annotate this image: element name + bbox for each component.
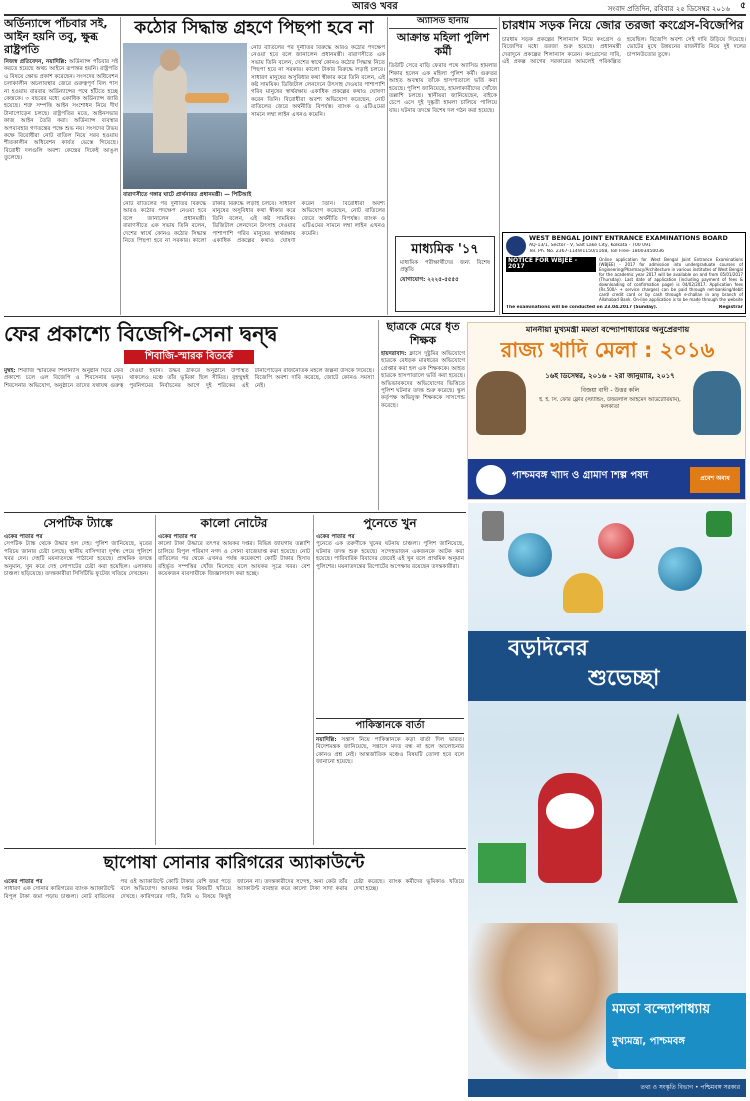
ad-wbjee (502, 232, 746, 314)
story-body (316, 534, 464, 571)
story-teacher-arrested (381, 320, 465, 510)
story-text: নোট বাতিলের পর দুর্নীতির বিরুদ্ধে আরও কঠোর পদক্ষেপ নেওয়া হবে বলে জানালেন প্রধানমন্ত্রী। বারাণসীতে এক সভায় তিনি বলেন, দেশের স্বার্থে কোনও কঠোর সিদ্ধান্ত নিতে পিছপা হবে না সরকার। কালো টাকার বিরুদ্ধে লড়াই চলবে। সাধারণ মানুষের অসুবিধার কথা স্বীকার করে তিনি বলেন, এই কষ্ট সাময়িক। ডিজিটাল লেনদেনে উৎসাহ দেওয়ার পাশাপাশি গরিব মানুষের স্বার্থরক্ষায় একাধিক প্রকল্পের কথাও ঘোষণা করেন তিনি। বিরোধীরা অবশ্য অভিযোগ করেছেন, নোট বাতিলের জেরে অর্থনীতি বিপর্যস্ত। ব্যাংক ও এটিএমের সামনে লম্বা লাইন এখনও কমেনি। (123, 201, 385, 245)
wbjee-sign: Registrar (718, 305, 743, 310)
story-dateline: হায়দরাবাদ: (381, 351, 407, 357)
khadi-top: মাননীয়া মুখ্যমন্ত্রী মমতা বন্দ্যোপাধ্যায়ের অনুপ্রেরণায় (525, 326, 690, 334)
story-body (502, 37, 746, 197)
story-text: সেপটিক ট্যাঙ্ক থেকে উদ্ধার হল দেহ। পুলিশ জানিয়েছে, মৃতের পরিচয় জানার চেষ্টা চলছে। স্থানীয় বাসিন্দারা দুর্গন্ধ পেয়ে পুলিশে খবর দেন। দেহটি ময়নাতদন্তে পাঠানো হয়েছে। প্রাথমিক তদন্তে অনুমান, খুন করে দেহ লোপাটের চেষ্টা করা হয়েছিল। এলাকায় চাঞ্চল্য ছড়িয়েছে। তদন্তকারীরা সিসিটিভি ফুটেজ খতিয়ে দেখছেন। (4, 541, 152, 578)
story-bjp-sena (4, 320, 374, 510)
story-text: সাধারণ এক সোনার কারিগরের ব্যাংক অ্যাকাউন্টে বিপুল টাকা জমা পড়ায় চাঞ্চল্য। নোট বাতিলের পর ওই অ্যাকাউন্টে কোটি টাকার বেশি জমা পড়ে বলে অভিযোগ। আয়কর দপ্তর বিষয়টি খতিয়ে দেখছে। কারিগরের দাবি, তিনি এ বিষয়ে কিছুই জানেন না। তদন্তকারীদের সন্দেহ, অন্য কেউ তাঁর অ্যাকাউন্ট ব্যবহার করে কালো টাকা সাদা করার চেষ্টা করেছে। ব্যাংক কর্মীদের ভূমিকাও খতিয়ে দেখা হচ্ছে। (4, 879, 464, 900)
khadi-logo (476, 465, 506, 495)
photo-caption: বারাণসীতে গঙ্গার ঘাটে প্রার্থনারত প্রধানমন্ত্রী। — পিটিআই (123, 192, 252, 198)
masthead (0, 0, 750, 14)
emblem-icon (482, 511, 504, 541)
story-jump: একের পাতার পর (4, 879, 43, 885)
story-subhead: শিবাজি-স্মারক বিতর্কে (124, 350, 254, 364)
story-text: চারধাম সড়ক প্রকল্পের শিলান্যাস নিয়ে কংগ্রেস ও বিজেপির মধ্যে তরজা শুরু হয়েছে। প্রধানমন্ত্রী দেরাদুনে প্রকল্পের শিলান্যাস করেন। কংগ্রেসের দাবি, এই প্রকল্প আগের সরকারের আমলেই পরিকল্পিত হয়েছিল। বিজেপি অবশ্য সেই দাবি উড়িয়ে দিয়েছে। ভোটের মুখে উন্নয়নের রাজনীতি নিয়ে দুই দলের চাপানউতোর তুঙ্গে। (502, 37, 746, 66)
ad-contact: যোগাযোগ: ২২২৫-৫৫৫৫ (400, 277, 459, 284)
story-body (4, 534, 152, 578)
column-divider (387, 17, 388, 315)
section-rule (4, 512, 466, 513)
section-rule (4, 316, 746, 317)
wbjee-body: Online application for West Bengal Joint Entrance Examinations (WBJEE) - 2017 for admission into undergraduate courses of Engineering/Pharmacy/Architecture in various institutes of West Bengal for the academic year 2017 will be available on and from 05/01/2017 (Thursday). Last date of application (including payment of fees & downloading of confirmation page) is 04/02/2017. Application fees (Rs.500/- + service charges) can be paid through net-banking/debit card/ credit card or by cash through e-challan in any branch of Allahabad Bank. On-line application is to be made through the website (599, 257, 743, 302)
khadi-title: রাজ্য খাদি মেলা : ২০১৬ (500, 339, 715, 362)
wbjee-title: WEST BENGAL JOINT ENTRANCE EXAMINATIONS BOARD (529, 235, 728, 242)
wbjee-logo (506, 236, 526, 256)
story-dateline: নয়াদিল্লি: (316, 737, 337, 743)
cm-title: মুখ্যমন্ত্রী, পশ্চিমবঙ্গ (612, 1037, 685, 1047)
portrait-photo (468, 923, 618, 1083)
bell-icon (563, 573, 603, 613)
christmas-tree-icon (618, 713, 738, 903)
story-pakistan-message (316, 718, 464, 846)
page-number: ৫ (740, 2, 746, 11)
name-band (606, 993, 746, 1069)
biswa-bangla-logo-icon (706, 511, 732, 537)
story-headline: পুনেতে খুন (363, 516, 417, 530)
story-text: পুনেতে এক তরুণীকে খুনের ঘটনায় চাঞ্চল্য। পুলিশ জানিয়েছে, ঘটনার তদন্ত শুরু হয়েছে। সন্দেহভাজন একজনকে আটক করা হয়েছে। পারিবারিক বিবাদের জেরেই এই খুন বলে প্রাথমিক অনুমান পুলিশের। ময়নাতদন্তের রিপোর্টের অপেক্ষায় রয়েছেন তদন্তকারীরা। (316, 541, 464, 570)
wbjee-exam-date: The examinations will be conducted on 23.04.2017 (Sunday). (506, 305, 658, 310)
story-tough-decision (123, 17, 385, 315)
wbjee-notice: NOTICE FOR WBJEE - 2017 (506, 257, 596, 272)
story-body (4, 879, 464, 1091)
story-headline: আক্রান্ত মহিলা পুলিশ কর্মী (396, 31, 490, 59)
cm-name: মমতা বন্দ্যোপাধ্যায় (612, 1003, 710, 1017)
khadi-dates: ১৬ই ডিসেম্বর, ২০১৬ - ২রা জানুয়ারি, ২০১৭ (545, 373, 675, 380)
story-kicker: অ্যাসিড হানায় (389, 17, 497, 29)
story-jump: একের পাতার পর (158, 534, 197, 540)
ornament-icon (598, 523, 634, 559)
story-body (381, 351, 465, 410)
gift-box-icon (478, 843, 526, 883)
ornament-icon (508, 533, 552, 577)
khadi-footer-bar (468, 459, 746, 500)
photo-water (123, 153, 247, 189)
story-chardham (502, 17, 746, 227)
khadi-board: পশ্চিমবঙ্গ খাদি ও গ্রামীণ শিল্প পর্ষদ (512, 471, 649, 481)
story-text: সন্ত্রাস নিয়ে পাকিস্তানকে কড়া বার্তা দিল ভারত। বিদেশমন্ত্রক জানিয়েছে, সন্ত্রাসে মদত বন্ধ না হলে আলোচনার কোনও প্রশ্ন নেই। আন্তর্জাতিক মঞ্চেও বিষয়টি তোলা হবে বলে জানানো হয়েছে। (316, 737, 464, 766)
story-body (158, 534, 310, 578)
ad-christmas (468, 503, 746, 1097)
story-headline: কঠোর সিদ্ধান্ত গ্রহণে পিছপা হবে না (134, 18, 374, 38)
story-body: নোট বাতিলের পর দুর্নীতির বিরুদ্ধে আরও কঠোর পদক্ষেপ নেওয়া হবে বলে জানালেন প্রধানমন্ত্রী। বারাণসীতে এক সভায় তিনি বলেন, দেশের স্বার্থে কোনও কঠোর সিদ্ধান্ত নিতে পিছপা হবে না সরকার। কালো টাকার বিরুদ্ধে লড়াই চলবে। সাধারণ মানুষের অসুবিধার কথা স্বীকার করে তিনি বলেন, এই কষ্ট সাময়িক। ডিজিটাল লেনদেনে উৎসাহ দেওয়ার পাশাপাশি গরিব মানুষের স্বার্থরক্ষায় একাধিক প্রকল্পের কথাও ঘোষণা করেন তিনি। বিরোধীরা অবশ্য অভিযোগ করেছেন, নোট বাতিলের জেরে অর্থনীতি বিপর্যস্ত। ব্যাংক ও এটিএমের সামনে লম্বা লাইন এখনও কমেনি। (251, 45, 385, 118)
story-headline: পাকিস্তানকে বার্তা (316, 718, 464, 734)
khadi-figure-left (476, 371, 526, 435)
story-headline: অর্ডিন্যান্সে পাঁচবার সই, আইন হয়নি তবু, ক্ষুব্ধ রাষ্ট্রপতি (4, 17, 108, 56)
story-text: ক্লাসে দুষ্টুমির অভিযোগে ছাত্রকে বেধড়ক মারধরের অভিযোগে গ্রেপ্তার করা হল এক শিক্ষককে। আহত ছাত্রকে হাসপাতালে ভর্তি করা হয়েছে। অভিভাবকদের অভিযোগের ভিত্তিতে পুলিশ ঘটনার তদন্ত শুরু করেছে। স্কুল কর্তৃপক্ষ অভিযুক্ত শিক্ষককে সাসপেন্ড করেছে। (381, 351, 465, 409)
section-title: আরও খবর (352, 2, 398, 12)
column-divider (120, 17, 121, 315)
section-rule (4, 848, 466, 849)
column-divider (499, 17, 500, 315)
story-headline: চারধাম সড়ক নিয়ে জোর তরজা কংগ্রেস-বিজেপির (502, 18, 744, 32)
wbjee-phone: Tel. Ph. No. 2367-1149/1150/1168, Toll Free- 18003450036 (529, 249, 665, 254)
photo-scarf (185, 93, 229, 103)
ad-text: মাধ্যমিক পরীক্ষার্থীদের জন্য বিশেষ প্রস্তুতি (400, 259, 490, 274)
story-body-continued (123, 201, 385, 315)
ad-title: মাধ্যমিক '১৭ (411, 242, 479, 257)
masthead-rule (4, 14, 746, 16)
story-jump: একের পাতার পর (4, 534, 43, 540)
story-pune-murder (316, 515, 464, 715)
greeting-line1: বড়দিনের (508, 637, 588, 661)
khadi-badge: প্রবেশ অবাধ (690, 467, 740, 493)
story-headline: সেপটিক ট্যাঙ্কে (43, 516, 113, 530)
story-dateline: নিজস্ব প্রতিবেদন, নয়াদিল্লি: (4, 59, 67, 65)
paper-date: সংবাদ প্রতিদিন, রবিবার ২৫ ডিসেম্বর ২০১৬ (607, 5, 730, 13)
footer-credit: তথ্য ও সংস্কৃতি বিভাগ • পশ্চিমবঙ্গ সরকার (468, 1079, 746, 1097)
greeting-line2: শুভেচ্ছা (588, 667, 660, 691)
story-body: ডিউটি সেরে বাড়ি ফেরার পথে অ্যাসিড হামলার শিকার হলেন এক মহিলা পুলিশ কর্মী। গুরুতর আহত অবস্থায় তাঁকে হাসপাতালে ভর্তি করা হয়েছে। পুলিশ জানিয়েছে, হামলাকারীদের খোঁজে তল্লাশি চলছে। স্থানীয়রা জানিয়েছেন, বাইকে চেপে এসে দুই দুষ্কৃতী হামলা চালিয়ে পালিয়ে যায়। ঘটনার তদন্তে বিশেষ দল গঠন করা হয়েছে। (389, 63, 497, 114)
ad-madhyamik (395, 236, 495, 312)
khadi-figure-right (693, 371, 741, 435)
wbjee-address: AQ-13/1, Sector - V, Salt Lake City, Kolkata - 700 091 (529, 243, 651, 248)
story-dateline: মুম্বই: (4, 368, 16, 374)
story-jump: একের পাতার পর (316, 534, 355, 540)
story-septic-tank (4, 515, 152, 845)
santa-beard (546, 793, 594, 829)
khadi-venue: ই. ই. সি. ফোর ফ্লোর (স্ট্যান্ডিং, উত্তরলাল আহমেদ অডিটোরিয়াম), কলকাতা (539, 397, 681, 410)
story-body (316, 737, 464, 767)
column-divider (155, 515, 156, 845)
photo-head (160, 49, 180, 71)
story-headline: কালো নোটের (200, 516, 268, 530)
column-divider (313, 515, 314, 845)
story-text: কালো টাকা উদ্ধারে তৎপর আয়কর দপ্তর। বিভিন্ন জায়গায় তল্লাশি চালিয়ে বিপুল পরিমাণ নগদ ও সোনা বাজেয়াপ্ত করা হয়েছে। নোট বাতিলের পর থেকে এখনও পর্যন্ত কয়েকশো কোটি টাকার হিসাব বহির্ভূত সম্পত্তির খোঁজ মিলেছে বলে আয়কর সূত্রে খবর। বেশ কয়েকজন ব্যবসায়ীকে জিজ্ঞাসাবাদ করা হচ্ছে। (158, 541, 310, 578)
story-text: অর্ডিন্যান্স পাঁচবার সই করতে হয়েছে অথচ আইনে রূপান্তর হয়নি। রাষ্ট্রপতি এ বিষয়ে ক্ষোভ প্রকাশ করেছেন। সংসদের অধিবেশন চলাকালীন অচলাবস্থার জেরে গুরুত্বপূর্ণ বিল পাস না হওয়ায় বারবার অর্ডিন্যান্সের পথে হাঁটতে হচ্ছে কেন্দ্রকে। ৩ বছরের মধ্যে একাধিক অর্ডিন্যান্স জারি হয়েছে। শত্রু সম্পত্তি আইন সংশোধন নিয়ে দীর্ঘ টানাপোড়েন চলছে। রাষ্ট্রপতির মতে, আইনসভার কাজ আইন তৈরি করা। অর্ডিন্যান্স ব্যবস্থার অপব্যবহার গণতন্ত্রের পক্ষে শুভ নয়। সংসদের উভয় কক্ষে বিরোধীরা নোট বাতিল নিয়ে সরব হওয়ায় শীতকালীন অধিবেশন কার্যত ভেস্তে গিয়েছে। বিরোধী দলগুলি অবশ্য কেন্দ্রের দিকেই আঙুল তুলেছে। (4, 59, 118, 162)
column-divider (378, 320, 379, 510)
khadi-note: বিজয়া বাদী - উত্তর কলি (580, 387, 640, 394)
story-goldsmith-account (4, 851, 464, 1097)
story-body (4, 368, 374, 510)
story-headline: ফের প্রকাশ্যে বিজেপি-সেনা দ্বন্দ্ব (4, 322, 278, 346)
story-text: শিবাজি স্মারকের শিলান্যাস অনুষ্ঠান ঘিরে ফের প্রকাশ্যে চলে এল বিজেপি ও শিবসেনার দ্বন্দ্ব। শিবসেনার অভিযোগ, অনুষ্ঠানে তাদের যথাযথ গুরুত্ব দেওয়া হয়নি। উদ্ধব ঠাকরে অনুষ্ঠানে উপস্থিত থাকলেও মঞ্চে তাঁর ভূমিকা ছিল সীমিত। বৃহন্মুম্বই পুরনিগমের নির্বাচনের আগে দুই শরিকের এই টানাপোড়েন রাজনৈতিক মহলে জল্পনা উসকে দিয়েছে। বিজেপি অবশ্য দাবি করেছে, জোটে কোনও সমস্যা নেই। (4, 368, 374, 389)
story-headline: ছাপোষা সোনার কারিগরের অ্যাকাউন্টে (103, 853, 365, 873)
story-ordinance (4, 17, 118, 315)
story-black-money (158, 515, 310, 845)
story-body (4, 59, 118, 163)
ornament-icon (658, 547, 702, 591)
news-photo (123, 43, 247, 189)
story-headline: ছাত্রকে মেরে ধৃত শিক্ষক (386, 320, 460, 347)
ad-khadi-mela (467, 322, 746, 500)
